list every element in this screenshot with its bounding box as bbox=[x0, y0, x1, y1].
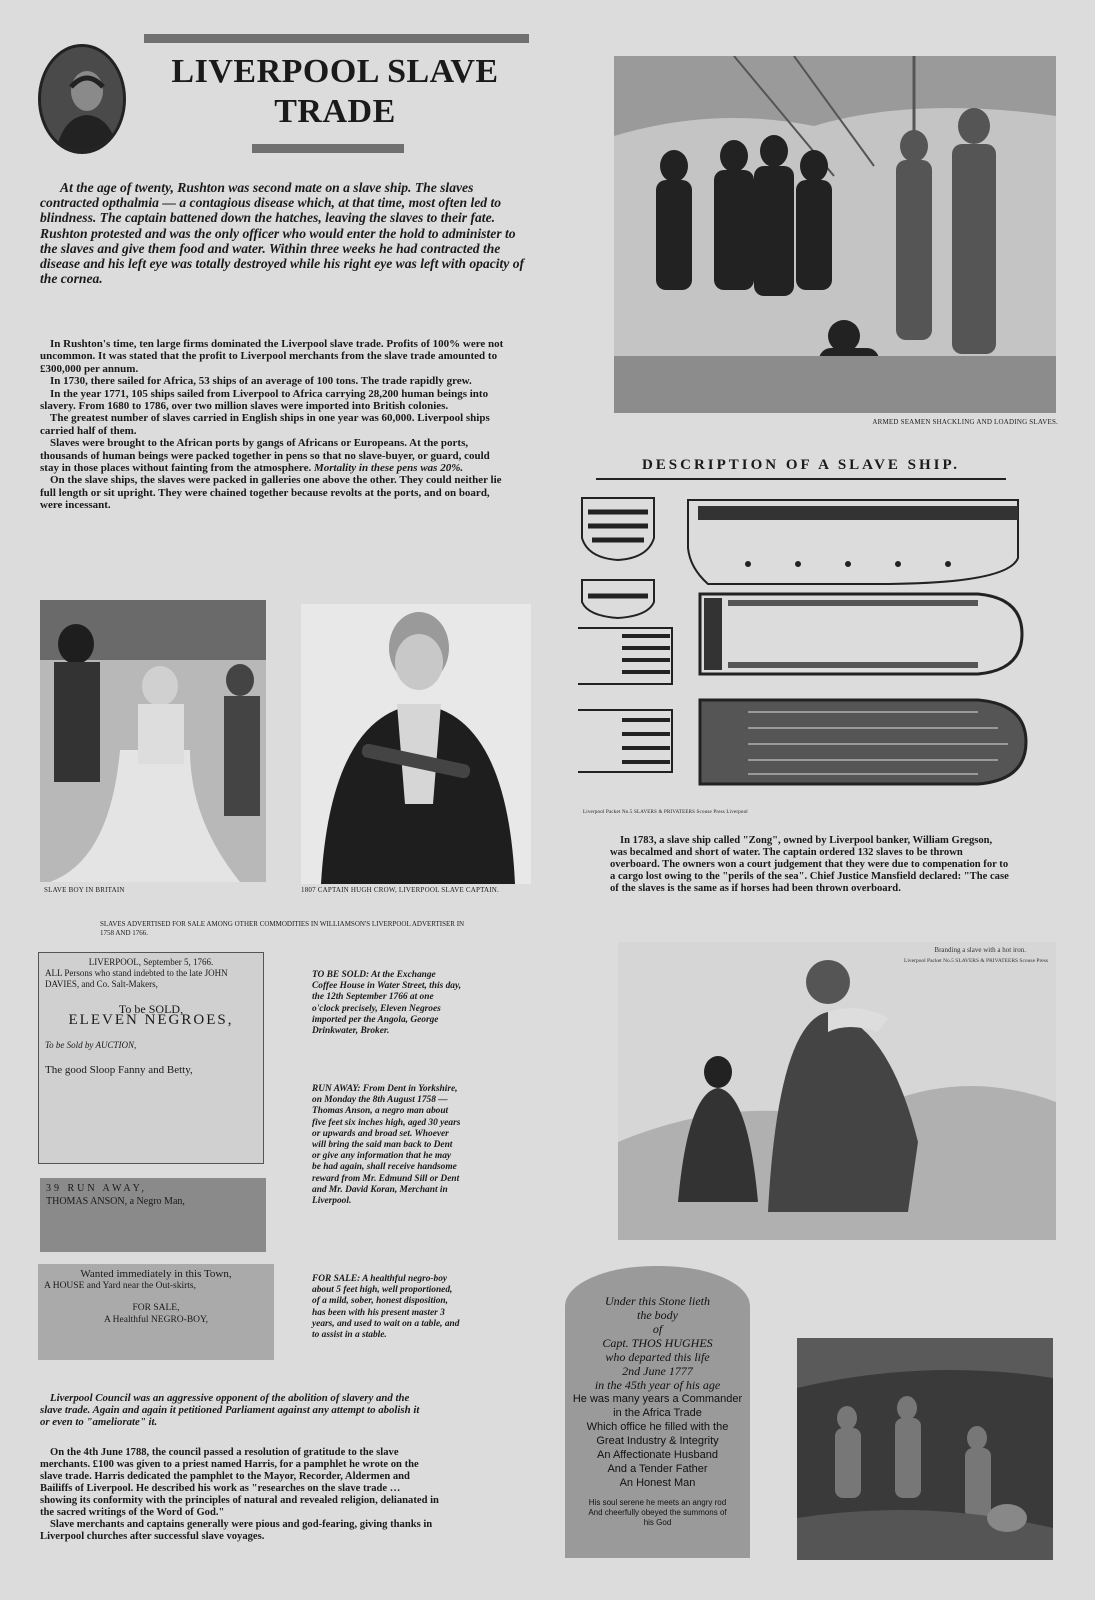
title-rule-bottom bbox=[252, 144, 404, 153]
ads-heading: SLAVES ADVERTISED FOR SALE AMONG OTHER COMMODITIES IN WILLIAMSON'S LIVERPOOL ADVERTISER IN 1758 AND 1766. bbox=[100, 920, 465, 937]
clipping-fill bbox=[45, 1051, 257, 1065]
gravestone-line: of bbox=[652, 1322, 663, 1336]
clipping-line: The good Sloop Fanny and Betty, bbox=[45, 1064, 193, 1076]
gravestone-line: Under this Stone lieth bbox=[605, 1294, 710, 1308]
slave-boy-caption: SLAVE BOY IN BRITAIN bbox=[44, 886, 125, 894]
gravestone-line: His soul serene he meets an angry rod bbox=[588, 1498, 727, 1507]
slave-boy-engraving bbox=[40, 600, 266, 882]
body-paragraph: In Rushton's time, ten large firms dominated the Liverpool slave trade. Profits of 100% were not uncommon. It was stated that the profit to Liverpool merchants from the slave trade amounted to £300,000 per annum. bbox=[40, 338, 504, 375]
clipping-fill bbox=[44, 1292, 268, 1302]
clipping-line: 39 RUN AWAY, bbox=[46, 1183, 148, 1194]
clipping-line: ALL Persons who stand indebted to the late JOHN DAVIES, and Co. Salt-Makers, bbox=[45, 968, 228, 989]
gravestone-line: Which office he filled with the bbox=[586, 1421, 729, 1433]
gravestone-line: And a Tender Father bbox=[607, 1463, 708, 1475]
gravestone-line: And cheerfully obeyed the summons of bbox=[588, 1508, 727, 1517]
clipping-run-away bbox=[40, 1178, 266, 1252]
clipping-line: Wanted immediately in this Town, bbox=[80, 1268, 232, 1280]
body-text bbox=[40, 338, 510, 512]
ad-to-be-sold: TO BE SOLD: At the Exchange Coffee House in Water Street, this day, the 12th September 1766 at one o'clock precisely, Eleven Negroes imported per the Angola, George Drinkwater, Broker. bbox=[312, 970, 462, 1037]
gravestone-line: Great Industry & Integrity bbox=[596, 1435, 719, 1447]
clipping-line: A HOUSE and Yard near the Out-skirts, bbox=[44, 1281, 196, 1291]
clipping-line: LIVERPOOL, September 5, 1766. bbox=[88, 957, 214, 967]
council-paragraph-italic: Liverpool Council was an aggressive opponent of the abolition of slavery and the slave trade. Again and again it petitioned Parliament against any attempt to abolish it or even to "ameliorate" it. bbox=[40, 1392, 420, 1429]
gravestone-line: He was many years a Commander bbox=[572, 1393, 743, 1405]
gravestone-line: in the Africa Trade bbox=[613, 1407, 702, 1419]
body-paragraph: In the year 1771, 105 ships sailed from Liverpool to Africa carrying 28,200 human beings into slavery. From 1680 to 1786, over two million slaves were imported into British colonies. bbox=[40, 387, 489, 413]
gravestone-line: An Honest Man bbox=[619, 1477, 696, 1489]
clipping-line: To be SOLD, bbox=[118, 1002, 184, 1016]
hughes-gravestone bbox=[565, 1266, 750, 1558]
gravestone-line: his God bbox=[643, 1518, 672, 1527]
rushton-portrait bbox=[38, 44, 126, 154]
ship-diagram-title: DESCRIPTION OF A SLAVE SHIP. bbox=[641, 457, 961, 473]
clipping-line: To be Sold by AUCTION, bbox=[45, 1040, 137, 1050]
body-paragraph: The greatest number of slaves carried in English ships in one year was 60,000. Liverpool ships carried half of them. bbox=[40, 412, 490, 437]
slave-ship-diagram bbox=[578, 488, 1040, 804]
intro-paragraph: At the age of twenty, Rushton was second mate on a slave ship. The slaves contracted opthalmia — a contagious disease which, at that time, most often led to blindness. The captain battened down the hatches, leaving the slaves to their fate. Rushton protested and was the only officer who would enter the hold to administer to the slaves and give them food and water. Within three weeks he had contracted the disease and his left eye was totally destroyed while his right eye was left with opacity of the cornea. bbox=[40, 180, 525, 287]
clipping-line: THOMAS ANSON, a Negro Man, bbox=[46, 1196, 185, 1207]
zong-paragraph: In 1783, a slave ship called "Zong", owned by Liverpool banker, William Gregson, was becalmed and short of water. The captain ordered 132 slaves to be thrown overboard. The owners won a court judgement that they were due to compenation for to a cargo lost owing to the "perils of the sea". Chief Justice Mansfield declared: "The case of the slaves is the same as if horses had been thrown overboard. bbox=[610, 835, 1009, 894]
gravestone-line: Capt. THOS HUGHES bbox=[602, 1336, 713, 1350]
page-title: LIVERPOOL SLAVE TRADE bbox=[171, 53, 499, 130]
ship-diagram-source: Liverpool Packet No.5 SLAVERS & PRIVATEERS Scouse Press Liverpool bbox=[583, 810, 748, 815]
clipping-line: ELEVEN NEGROES, bbox=[68, 1012, 234, 1028]
ad-run-away: RUN AWAY: From Dent in Yorkshire, on Monday the 8th August 1758 — Thomas Anson, a negro man about five feet six inches high, aged 30 years or upwards and broad set. Whoever will bring the said man back to Dent or give any information that he may be had again, shall receive handsome reward from Mr. Edmund Sill or Dent and Mr. David Koran, Merchant in Liverpool. bbox=[312, 1084, 461, 1207]
branding-engraving bbox=[618, 942, 1056, 1240]
branding-source: Liverpool Packet No.5 SLAVERS & PRIVATEERS Scouse Press bbox=[903, 958, 1048, 964]
clipping-fill bbox=[45, 1026, 257, 1040]
clipping-line: A Healthful NEGRO-BOY, bbox=[103, 1315, 209, 1325]
gravestone-line: An Affectionate Husband bbox=[597, 1449, 718, 1461]
branding-caption: Branding a slave with a hot iron. bbox=[934, 946, 1026, 954]
council-text bbox=[40, 1447, 440, 1543]
shackling-engraving bbox=[614, 56, 1056, 413]
council-paragraph: On the 4th June 1788, the council passed a resolution of gratitude to the slave merchants. £100 was given to a priest named Harris, for a pamphlet he wrote on the slave trade. Harris dedicated the pamphlet to the Mayor, Recorder, Aldermen and Bailiffs of Liverpool. He described his work as "researches on the slave trade … showing its conformity with the principles of natural and revealed religion, delianated in the sacred writings of the Word of God." bbox=[40, 1447, 439, 1518]
clipping-line: FOR SALE, bbox=[132, 1303, 180, 1313]
body-paragraph: In 1730, there sailed for Africa, 53 ships of an average of 100 tons. The trade rapidly grew. bbox=[50, 375, 472, 388]
hold-engraving bbox=[797, 1338, 1053, 1560]
body-paragraph: Slaves were brought to the African ports by gangs of Africans or Europeans. At the ports, thousands of human beings were packed together in pens so that no slave-buyer, or guard, could stay in those places without fainting from the atmosphere. Mortality in these pens was 20%. bbox=[40, 437, 490, 475]
clipping-for-sale bbox=[38, 1264, 274, 1360]
gravestone-line: the body bbox=[637, 1308, 678, 1322]
gravestone-line: in the 45th year of his age bbox=[594, 1378, 721, 1392]
title-rule-top bbox=[144, 34, 529, 43]
hugh-crow-portrait bbox=[301, 604, 531, 884]
gravestone-line: 2nd June 1777 bbox=[622, 1364, 693, 1378]
gravestone-line: who departed this life bbox=[605, 1350, 710, 1364]
hugh-crow-caption: 1807 CAPTAIN HUGH CROW, LIVERPOOL SLAVE CAPTAIN. bbox=[301, 886, 500, 894]
ad-for-sale: FOR SALE: A healthful negro-boy about 5 feet high, well proportioned, of a mild, sober, honest disposition, has been with his present master 3 years, and used to wait on a table, and to assist in a stable. bbox=[312, 1274, 460, 1341]
council-paragraph: Slave merchants and captains generally were pious and god-fearing, giving thanks in Liverpool churches after successful slave voyages. bbox=[40, 1519, 433, 1542]
shackling-caption: ARMED SEAMEN SHACKLING AND LOADING SLAVES. bbox=[872, 418, 1058, 426]
clipping-to-be-sold bbox=[38, 952, 264, 1164]
ship-diagram-rule bbox=[596, 478, 1006, 480]
body-paragraph: On the slave ships, the slaves were packed in galleries one above the other. They could neither lie full length or sit upright. They were chained together because revolts at the ports, and on board, were incessant. bbox=[40, 474, 502, 512]
